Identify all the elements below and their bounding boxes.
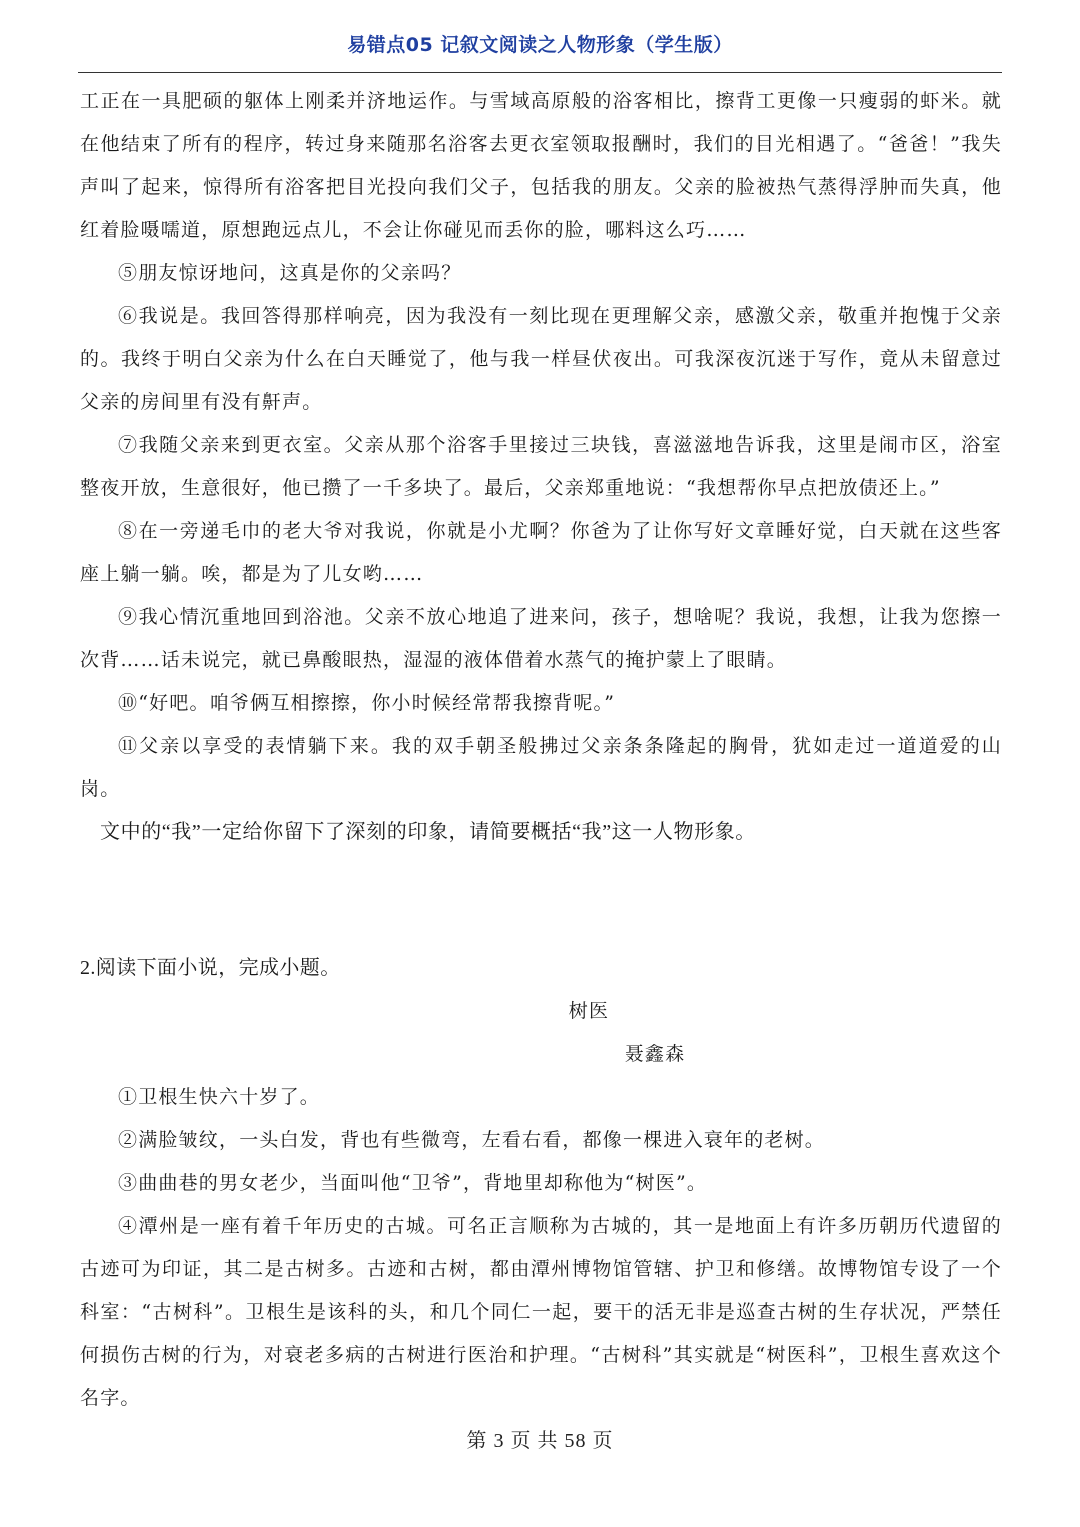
page-number: 第 3 页 共 58 页 (466, 1430, 614, 1452)
passage1-paragraph-5: ⑤朋友惊讶地问，这真是你的父亲吗？ (118, 262, 462, 284)
passage1-paragraph-8: ⑧在一旁递毛巾的老大爷对我说，你就是小尤啊？你爸为了让你写好文章睡好觉，白天就在这些客座上躺一躺。唉，都是为了儿女哟…… (80, 520, 1002, 585)
passage1-paragraph-6: ⑥我说是。我回答得那样响亮，因为我没有一刻比现在更理解父亲，感激父亲，敬重并抱愧于父亲的。我终于明白父亲为什么在白天睡觉了，他与我一样昼伏夜出。可我深夜沉迷于写作，竟从未留意过父亲的房间里有没有鼾声。 (80, 305, 1002, 413)
task-2-instruction: 2.阅读下面小说，完成小题。 (80, 957, 341, 979)
story-paragraph-3: ③曲曲巷的男女老少，当面叫他“卫爷”，背地里却称他为“树医”。 (118, 1172, 708, 1194)
document-body (80, 80, 1002, 1420)
header-divider (78, 72, 1002, 73)
passage1-paragraph-7: ⑦我随父亲来到更衣室。父亲从那个浴客手里接过三块钱，喜滋滋地告诉我，这里是闹市区，浴室整夜开放，生意很好，他已攒了一千多块了。最后，父亲郑重地说：“我想帮你早点把放债还上。” (80, 434, 1002, 499)
question-prompt: 文中的“我”一定给你留下了深刻的印象，请简要概括“我”这一人物形象。 (100, 821, 756, 843)
story-author: 聂鑫森 (624, 1043, 686, 1065)
passage1-paragraph-continued: 工正在一具肥硕的躯体上刚柔并济地运作。与雪域高原般的浴客相比，擦背工更像一只瘦弱的虾米。就在他结束了所有的程序，转过身来随那名浴客去更衣室领取报酬时，我们的目光相遇了。“爸爸！”我失声叫了起来，惊得所有浴客把目光投向我们父子，包括我的朋友。父亲的脸被热气蒸得浮肿而失真，他红着脸嗫嚅道，原想跑远点儿，不会让你碰见而丢你的脸，哪料这么巧…… (80, 90, 1002, 241)
story-paragraph-1: ①卫根生快六十岁了。 (118, 1086, 321, 1108)
answer-space (80, 854, 1002, 939)
passage1-paragraph-10: ⑩“好吧。咱爷俩互相擦擦，你小时候经常帮我擦背呢。” (118, 692, 616, 714)
story-paragraph-2: ②满脸皱纹，一头白发，背也有些微弯，左看右看，都像一棵进入衰年的老树。 (118, 1129, 826, 1151)
page-header-title: 易错点05 记叙文阅读之人物形象（学生版） (347, 34, 733, 56)
passage1-paragraph-11: ⑪父亲以享受的表情躺下来。我的双手朝圣般拂过父亲条条隆起的胸骨，犹如走过一道道爱的山岗。 (80, 735, 1002, 800)
story-title: 树医 (568, 1000, 610, 1022)
story-paragraph-4: ④潭州是一座有着千年历史的古城。可名正言顺称为古城的，其一是地面上有许多历朝历代遗留的古迹可为印证，其二是古树多。古迹和古树，都由潭州博物馆管辖、护卫和修缮。故博物馆专设了一个科室：“古树科”。卫根生是该科的头，和几个同仁一起，要干的活无非是巡查古树的生存状况，严禁任何损伤古树的行为，对衰老多病的古树进行医治和护理。“古树科”其实就是“树医科”，卫根生喜欢这个名字。 (80, 1215, 1002, 1409)
passage1-paragraph-9: ⑨我心情沉重地回到浴池。父亲不放心地追了进来问，孩子，想啥呢？我说，我想，让我为您擦一次背……话未说完，就已鼻酸眼热，湿湿的液体借着水蒸气的掩护蒙上了眼睛。 (80, 606, 1002, 671)
